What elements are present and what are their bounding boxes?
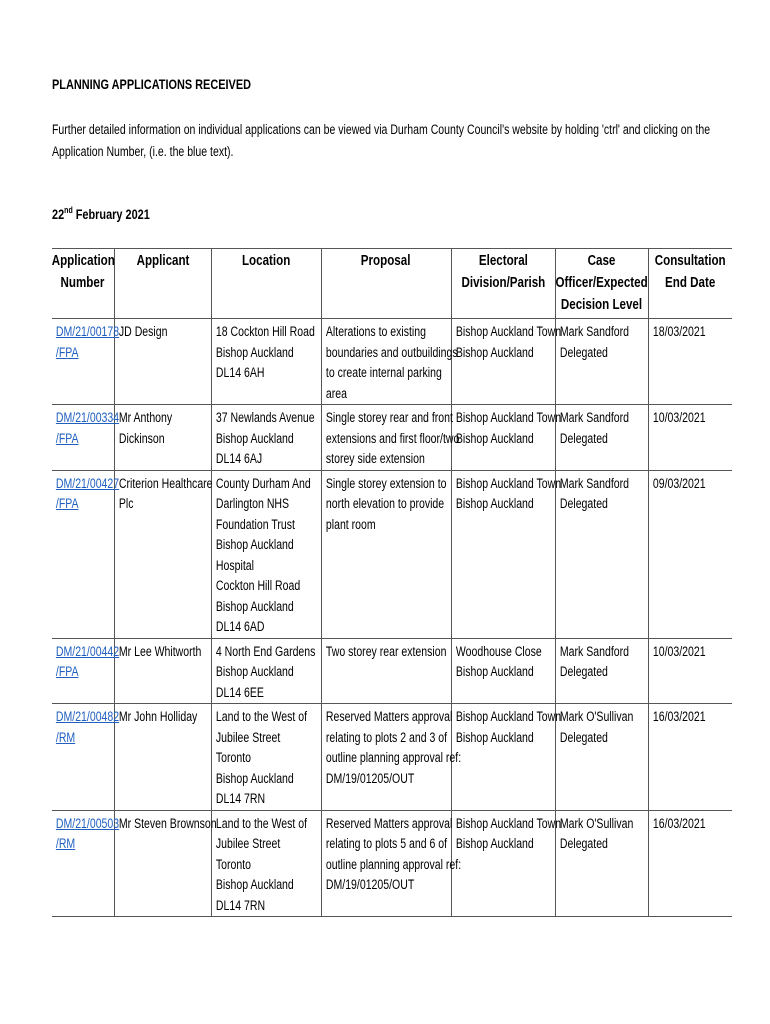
applicant-cell	[114, 319, 211, 405]
cell-line[interactable]: /FPA	[55, 664, 79, 679]
proposal-cell	[321, 638, 451, 704]
report-date: 22nd February 2021	[52, 205, 150, 222]
application-number-cell	[52, 704, 120, 811]
cell-line: plant room	[325, 516, 376, 532]
cell-line: DL14 6EE	[215, 684, 264, 700]
cell-line: Bishop Auckland	[215, 598, 294, 614]
end-date-cell	[648, 638, 732, 704]
end-date-cell	[648, 704, 732, 811]
cell-line: area	[325, 385, 347, 401]
cell-line: Bishop Auckland	[215, 770, 294, 786]
cell-line: Cockton Hill Road	[215, 578, 300, 593]
location-cell	[211, 405, 321, 471]
division-cell	[451, 470, 561, 638]
cell-line: County Durham And	[215, 475, 311, 491]
proposal-cell	[321, 470, 451, 638]
cell-line: Mr Lee Whitworth	[118, 643, 201, 659]
applicant-cell	[114, 470, 211, 638]
cell-line[interactable]: DM/21/00334	[55, 410, 120, 425]
cell-line: Bishop Auckland	[215, 344, 294, 360]
location-cell	[211, 319, 321, 405]
officer-cell	[555, 704, 648, 811]
cell-line: Mark O'Sullivan	[559, 815, 633, 831]
applicant-cell	[114, 405, 211, 471]
cell-line: Bishop Auckland	[455, 344, 534, 360]
cell-line: Mark Sandford	[559, 475, 629, 491]
header-location: Location	[211, 249, 321, 319]
cell-line[interactable]: /FPA	[55, 344, 79, 360]
cell-line: Mr Steven Brownson	[118, 815, 217, 831]
cell-line: Bishop Auckland	[215, 877, 294, 892]
cell-line: Land to the West of	[215, 815, 307, 831]
cell-line: Bishop Auckland	[455, 496, 534, 511]
applicant-cell	[114, 704, 211, 811]
officer-cell	[555, 319, 648, 405]
cell-line: boundaries and outbuildings	[325, 344, 458, 360]
cell-line[interactable]: /FPA	[55, 496, 79, 511]
cell-line: DM/19/01205/OUT	[325, 877, 414, 892]
cell-line: Bishop Auckland Town	[455, 475, 561, 491]
table-row	[52, 638, 732, 704]
cell-line: Bishop Auckland	[455, 664, 534, 679]
cell-line: outline planning approval ref:	[325, 856, 461, 872]
applicant-cell	[114, 810, 217, 917]
cell-line: Mark Sandford	[559, 410, 629, 425]
location-cell	[211, 704, 321, 811]
proposal-cell	[321, 810, 461, 917]
cell-line: storey side extension	[325, 451, 425, 466]
division-cell	[451, 810, 561, 917]
cell-line: outline planning approval ref:	[325, 750, 461, 765]
application-number-cell	[52, 638, 120, 704]
cell-line[interactable]: DM/21/00178	[55, 324, 120, 339]
cell-line: north elevation to provide	[325, 496, 444, 511]
cell-line: Delegated	[559, 664, 608, 679]
cell-line: DL14 7RN	[215, 791, 265, 806]
cell-line: Jubilee Street	[215, 836, 280, 851]
cell-line: Mark Sandford	[559, 643, 629, 659]
cell-line: to create internal parking	[325, 365, 442, 380]
cell-line: 10/03/2021	[652, 643, 706, 659]
cell-line: Toronto	[215, 856, 251, 872]
page-title: PLANNING APPLICATIONS RECEIVED	[52, 76, 252, 92]
cell-line: DL14 6AJ	[215, 451, 262, 466]
officer-cell	[555, 470, 648, 638]
header-application-number: Application Number	[52, 249, 114, 319]
location-cell	[211, 638, 321, 704]
cell-line: Two storey rear extension	[325, 643, 446, 659]
cell-line: DM/19/01205/OUT	[325, 770, 414, 786]
division-cell	[451, 405, 561, 471]
end-date-cell	[648, 470, 732, 638]
cell-line: Delegated	[559, 344, 608, 360]
proposal-cell	[321, 319, 458, 405]
cell-line: 4 North End Gardens	[215, 643, 315, 659]
cell-line: Bishop Auckland	[215, 430, 294, 446]
applications-table	[52, 248, 732, 917]
cell-line: Bishop Auckland	[455, 836, 534, 851]
cell-line[interactable]: DM/21/00482	[55, 709, 120, 724]
location-cell	[211, 810, 321, 917]
cell-line: 37 Newlands Avenue	[215, 410, 315, 425]
application-number-link[interactable]	[52, 322, 120, 363]
cell-line: 18/03/2021	[652, 324, 706, 339]
cell-line: Bishop Auckland Town	[455, 815, 561, 831]
cell-line[interactable]: DM/21/00427	[55, 475, 120, 491]
end-date-cell	[648, 405, 732, 471]
cell-line: Bishop Auckland	[215, 537, 294, 552]
cell-line: Plc	[118, 496, 134, 511]
cell-line: Bishop Auckland Town	[455, 709, 561, 724]
cell-line: Foundation Trust	[215, 516, 295, 532]
intro-text: Further detailed information on individual applications can be viewed via Durham County Council's website by holding 'ctrl' and clicking on the Application Number, (i.e. the blue text).	[52, 122, 711, 159]
cell-line: Criterion Healthcare	[118, 475, 213, 491]
application-number-cell	[52, 470, 120, 638]
location-cell	[211, 470, 321, 638]
cell-line: Bishop Auckland	[215, 664, 294, 679]
cell-line: Bishop Auckland	[455, 729, 534, 745]
cell-line: Mark O'Sullivan	[559, 709, 633, 724]
cell-line: 16/03/2021	[652, 815, 706, 831]
cell-line: Woodhouse Close	[455, 643, 542, 659]
header-electoral-division: Electoral Division/Parish	[451, 249, 555, 319]
cell-line: relating to plots 5 and 6 of	[325, 836, 447, 851]
proposal-cell	[321, 704, 461, 811]
cell-line: Mr John Holliday	[118, 709, 197, 724]
cell-line: Reserved Matters approval	[325, 709, 452, 724]
cell-line: 16/03/2021	[652, 709, 706, 724]
cell-line: 18 Cockton Hill Road	[215, 324, 315, 339]
table-row	[52, 405, 732, 471]
cell-line: Alterations to existing	[325, 324, 426, 339]
table-row	[52, 319, 732, 405]
table-header-row	[52, 249, 732, 319]
cell-line: JD Design	[118, 324, 167, 339]
header-case-officer: Case Officer/Expected Decision Level	[555, 249, 648, 319]
officer-cell	[555, 638, 648, 704]
application-number-link[interactable]	[52, 814, 120, 855]
cell-line: Single storey rear and front	[325, 410, 453, 425]
application-number-link[interactable]	[52, 474, 120, 515]
cell-line: Jubilee Street	[215, 729, 280, 745]
cell-line: Delegated	[559, 729, 608, 745]
end-date-cell	[648, 810, 732, 917]
cell-line[interactable]: /RM	[55, 729, 76, 745]
end-date-cell	[648, 319, 732, 405]
table-row	[52, 470, 732, 638]
cell-line: Delegated	[559, 430, 608, 446]
cell-line: Mark Sandford	[559, 324, 629, 339]
header-proposal: Proposal	[321, 249, 451, 319]
cell-line: Bishop Auckland	[455, 430, 534, 446]
header-applicant: Applicant	[114, 249, 211, 319]
cell-line: Single storey extension to	[325, 475, 446, 491]
application-number-link[interactable]	[52, 707, 120, 748]
table-row	[52, 810, 732, 917]
cell-line: Toronto	[215, 750, 251, 765]
cell-line[interactable]: /RM	[55, 836, 76, 851]
proposal-cell	[321, 405, 459, 471]
division-cell	[451, 319, 561, 405]
cell-line: 09/03/2021	[652, 475, 706, 491]
cell-line: Dickinson	[118, 430, 165, 446]
cell-line: Mr Anthony	[118, 410, 172, 425]
cell-line: Reserved Matters approval	[325, 815, 452, 831]
cell-line: Delegated	[559, 836, 608, 851]
cell-line: Bishop Auckland Town	[455, 410, 561, 425]
cell-line[interactable]: /FPA	[55, 430, 79, 446]
cell-line: DL14 6AH	[215, 365, 264, 380]
cell-line: Delegated	[559, 496, 608, 511]
cell-line: Bishop Auckland Town	[455, 324, 561, 339]
applicant-cell	[114, 638, 211, 704]
cell-line: DL14 7RN	[215, 897, 265, 913]
officer-cell	[555, 405, 648, 471]
cell-line: Land to the West of	[215, 709, 307, 724]
cell-line[interactable]: DM/21/00503	[55, 815, 120, 831]
application-number-cell	[52, 319, 120, 405]
application-number-cell	[52, 405, 120, 471]
table-row	[52, 704, 732, 811]
cell-line: DL14 6AD	[215, 619, 264, 634]
application-number-link[interactable]	[52, 408, 120, 449]
division-cell	[451, 704, 561, 811]
application-number-link[interactable]	[52, 642, 120, 683]
cell-line: relating to plots 2 and 3 of	[325, 729, 447, 745]
cell-line[interactable]: DM/21/00442	[55, 643, 120, 659]
cell-line: 10/03/2021	[652, 410, 706, 425]
cell-line: extensions and first floor/two	[325, 430, 459, 446]
officer-cell	[555, 810, 648, 917]
cell-line: Darlington NHS	[215, 496, 289, 511]
cell-line: Hospital	[215, 557, 254, 573]
division-cell	[451, 638, 555, 704]
header-consultation-end-date: Consultation End Date	[648, 249, 732, 319]
application-number-cell	[52, 810, 120, 917]
